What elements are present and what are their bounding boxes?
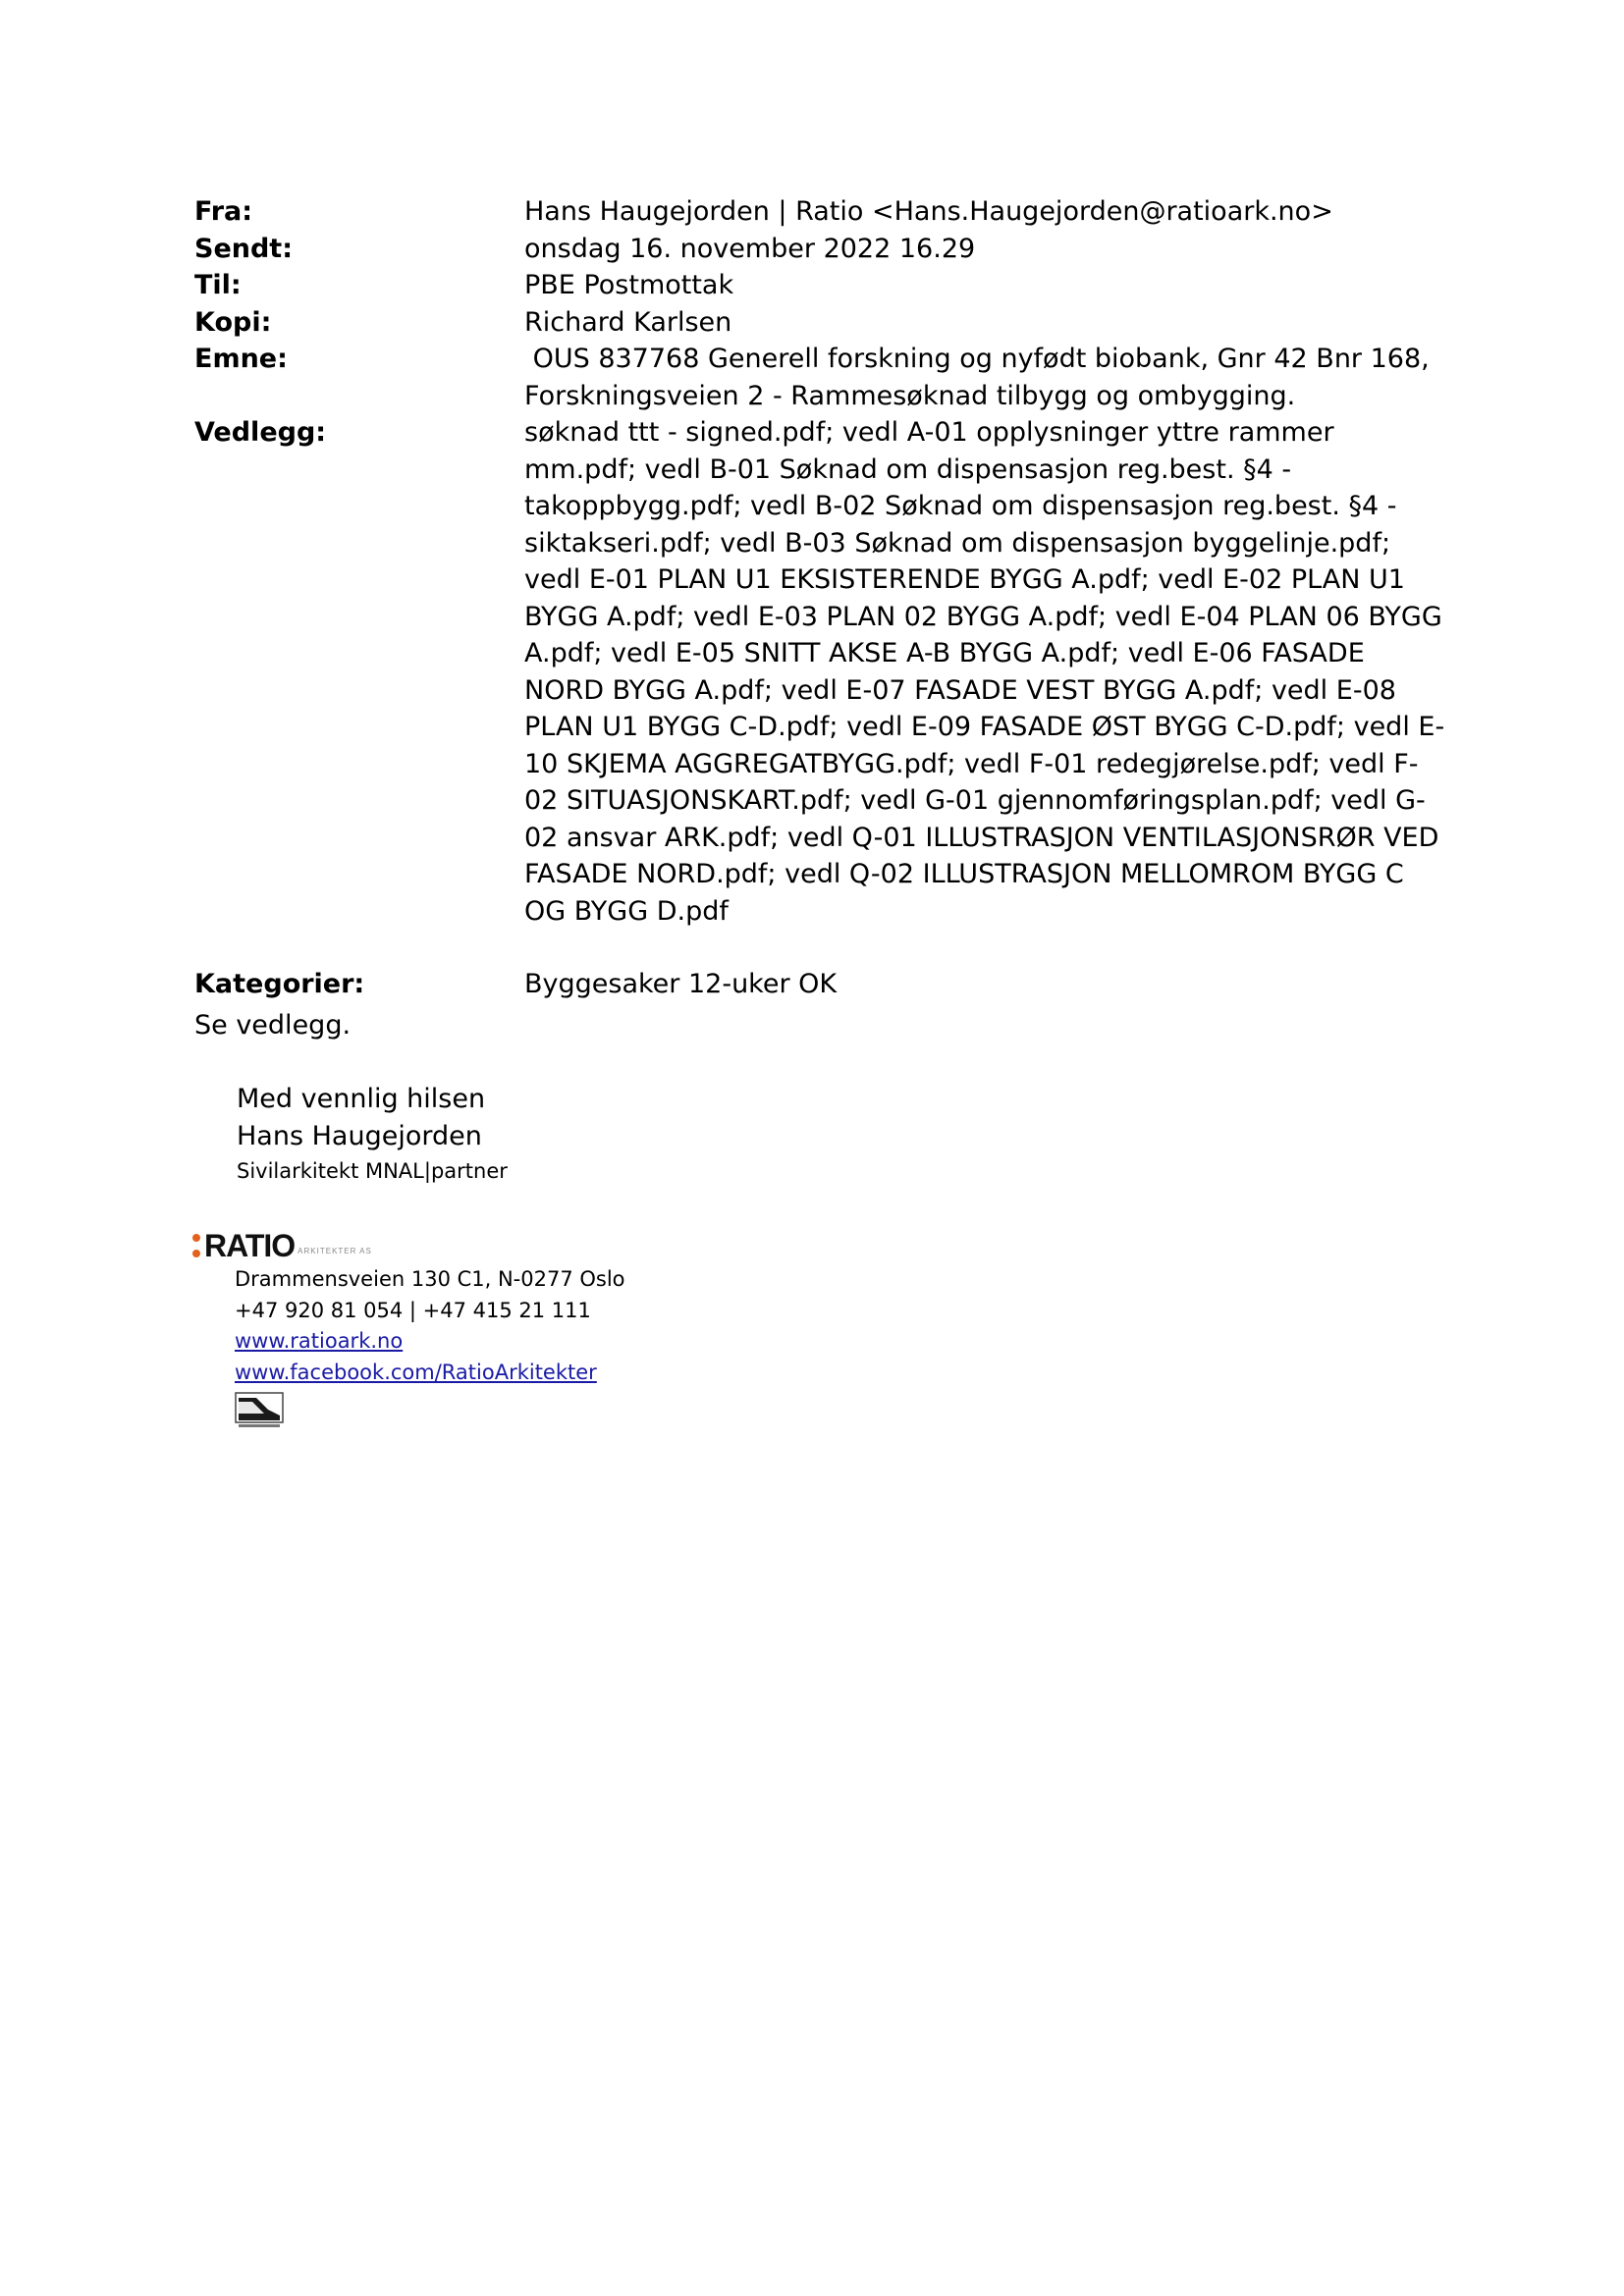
logo-dots-icon: [192, 1234, 200, 1257]
from-label: Fra:: [194, 196, 253, 227]
facebook-link[interactable]: www.facebook.com/RatioArkitekter: [235, 1360, 597, 1384]
signature: [237, 1081, 508, 1188]
categories-value: Byggesaker 12-uker OK: [524, 969, 838, 999]
contact-phones: +47 920 81 054 | +47 415 21 111: [235, 1298, 591, 1322]
attachments-row: [194, 414, 1461, 930]
attachments-label: Vedlegg:: [194, 417, 327, 448]
signature-greeting: Med vennlig hilsen: [237, 1084, 486, 1114]
cc-row: [194, 304, 1461, 342]
message-body: Se vedlegg.: [194, 1010, 352, 1041]
website-link[interactable]: www.ratioark.no: [235, 1329, 404, 1353]
logo-subtitle: ARKITEKTER AS: [298, 1247, 372, 1255]
to-value: PBE Postmottak: [524, 270, 734, 300]
subject-value: OUS 837768 Generell forskning og nyfødt biobank, Gnr 42 Bnr 168, Forskningsveien 2 - Rammesøknad tilbygg og ombygging.: [524, 344, 1438, 411]
email-header: [194, 193, 1461, 1003]
from-value: Hans Haugejorden | Ratio <Hans.Haugejorden@ratioark.no>: [524, 196, 1333, 227]
contact-address: Drammensveien 130 C1, N-0277 Oslo: [235, 1267, 625, 1291]
logo-wordmark: RATIO: [204, 1228, 296, 1263]
from-row: [194, 193, 1461, 231]
signature-title: Sivilarkitekt MNAL|partner: [237, 1159, 508, 1183]
to-row: [194, 267, 1461, 304]
attachments-value[interactable]: søknad ttt - signed.pdf; vedl A-01 opplysninger yttre rammer mm.pdf; vedl B-01 Søknad om dispensasjon reg.best. §4 - takoppbygg.pdf; vedl B-02 Søknad om dispensasjon reg.best. §4 - siktakseri.pdf; vedl B-03 Søknad om dispensasjon byggelinje.pdf; vedl E-01 PLAN U1 EKSISTERENDE BYGG A.pdf; vedl E-02 PLAN U1 BYGG A.pdf; vedl E-03 PLAN 02 BYGG A.pdf; vedl E-04 PLAN 06 BYGG A.pdf; vedl E-05 SNITT AKSE A-B BYGG A.pdf; vedl E-06 FASADE NORD BYGG A.pdf; vedl E-07 FASADE VEST BYGG A.pdf; vedl E-08 PLAN U1 BYGG C-D.pdf; vedl E-09 FASADE ØST BYGG C-D.pdf; vedl E-10 SKJEMA AGGREGATBYGG.pdf; vedl F-01 redegjørelse.pdf; vedl F-02 SITUASJONSKART.pdf; vedl G-01 gjennomføringsplan.pdf; vedl G-02 ansvar ARK.pdf; vedl Q-01 ILLUSTRASJON VENTILASJONSRØR VED FASADE NORD.pdf; vedl Q-02 ILLUSTRASJON MELLOMROM BYGG C OG BYGG D.pdf: [524, 417, 1451, 927]
eco-certification-badge-icon: [235, 1392, 284, 1429]
cc-value: Richard Karlsen: [524, 306, 732, 338]
contact-block: [235, 1264, 625, 1388]
sent-label: Sendt:: [194, 233, 294, 264]
ratio-logo: [192, 1228, 372, 1263]
categories-row: [194, 966, 1461, 1003]
subject-label: Emne:: [194, 344, 288, 374]
categories-label: Kategorier:: [194, 969, 365, 999]
subject-row: [194, 341, 1461, 414]
sent-value: onsdag 16. november 2022 16.29: [524, 233, 976, 264]
to-label: Til:: [194, 270, 242, 300]
signature-name: Hans Haugejorden: [237, 1120, 482, 1151]
sent-row: [194, 231, 1461, 268]
cc-label: Kopi:: [194, 306, 272, 338]
